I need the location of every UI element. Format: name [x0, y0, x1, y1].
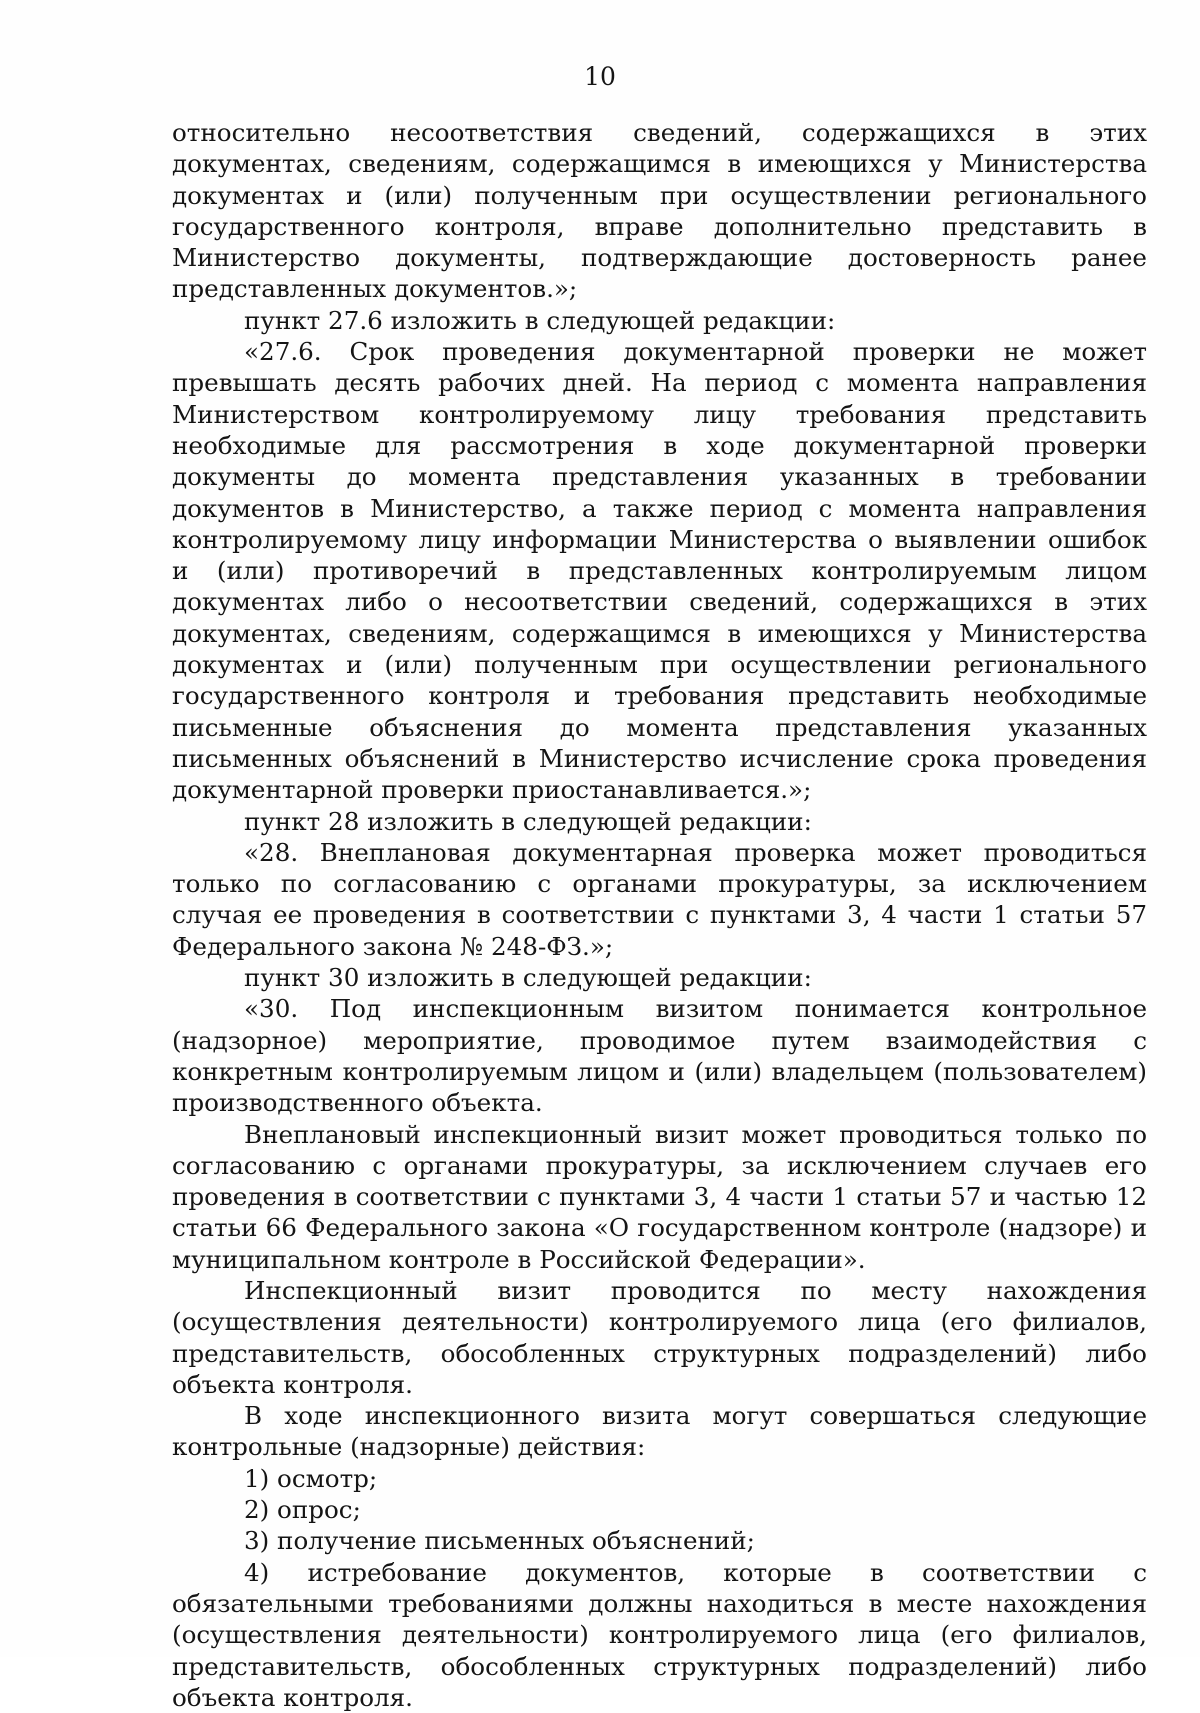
paragraph: Инспекционный визит проводится по месту нахождения (осуществления деятельности) контролируемого лица (его филиалов, представительств, обособленных структурных подразделений) либо объекта контроля.: [172, 1275, 1147, 1399]
paragraph: В ходе инспекционного визита могут совершаться следующие контрольные (надзорные) действия:: [172, 1401, 1147, 1462]
list-item: 1) осмотр;: [244, 1463, 378, 1493]
list-item: 3) получение письменных объяснений;: [244, 1526, 755, 1556]
paragraph: пункт 27.6 изложить в следующей редакции:: [244, 305, 836, 335]
paragraph: «30. Под инспекционным визитом понимается контрольное (надзорное) мероприятие, проводимое путем взаимодействия с конкретным контролируемым лицом и (или) владельцем (пользователем) производственного объекта.: [172, 994, 1147, 1118]
paragraph: относительно несоответствия сведений, содержащихся в этих документах, сведениям, содержащимся в имеющихся у Министерства документах и (или) полученным при осуществлении регионального государственного контроля, вправе дополнительно представить в Министерство документы, подтверждающие достоверность ранее представленных документов.»;: [172, 118, 1147, 304]
paragraph: «27.6. Срок проведения документарной проверки не может превышать десять рабочих дней. На период с момента направления Министерством контролируемому лицу требования представить необходимые для рассмотрения в ходе документарной проверки документы до момента представления указанных в требовании документов в Министерство, а также период с момента направления контролируемому лицу информации Министерства о выявлении ошибок и (или) противоречий в представленных контролируемым лицом документах либо о несоответствии сведений, содержащихся в этих документах, сведениям, содержащимся в имеющихся у Министерства документах и (или) полученным при осуществлении регионального государственного контроля и требования представить необходимые письменные объяснения до момента представления указанных письменных объяснений в Министерство исчисление срока проведения документарной проверки приостанавливается.»;: [172, 337, 1147, 805]
list-item: 4) истребование документов, которые в соответствии с обязательными требованиями должны находиться в месте нахождения (осуществления деятельности) контролируемого лица (его филиалов, представительств, обособленных структурных подразделений) либо объекта контроля.: [172, 1557, 1147, 1712]
list-item: 2) опрос;: [244, 1495, 361, 1525]
paragraph: пункт 28 изложить в следующей редакции:: [244, 806, 812, 836]
paragraph: «28. Внеплановая документарная проверка может проводиться только по согласованию с органами прокуратуры, за исключением случая ее проведения в соответствии с пунктами 3, 4 части 1 статьи 57 Федерального закона № 248-ФЗ.»;: [172, 837, 1147, 961]
page-number: 10: [584, 62, 616, 91]
document-body: [172, 117, 1147, 1713]
paragraph: Внеплановый инспекционный визит может проводиться только по согласованию с органами прокуратуры, за исключением случаев его проведения в соответствии с пунктами 3, 4 части 1 статьи 57 и частью 12 статьи 66 Федерального закона «О государственном контроле (надзоре) и муниципальном контроле в Российской Федерации».: [172, 1119, 1147, 1274]
paragraph: пункт 30 изложить в следующей редакции:: [244, 963, 812, 993]
